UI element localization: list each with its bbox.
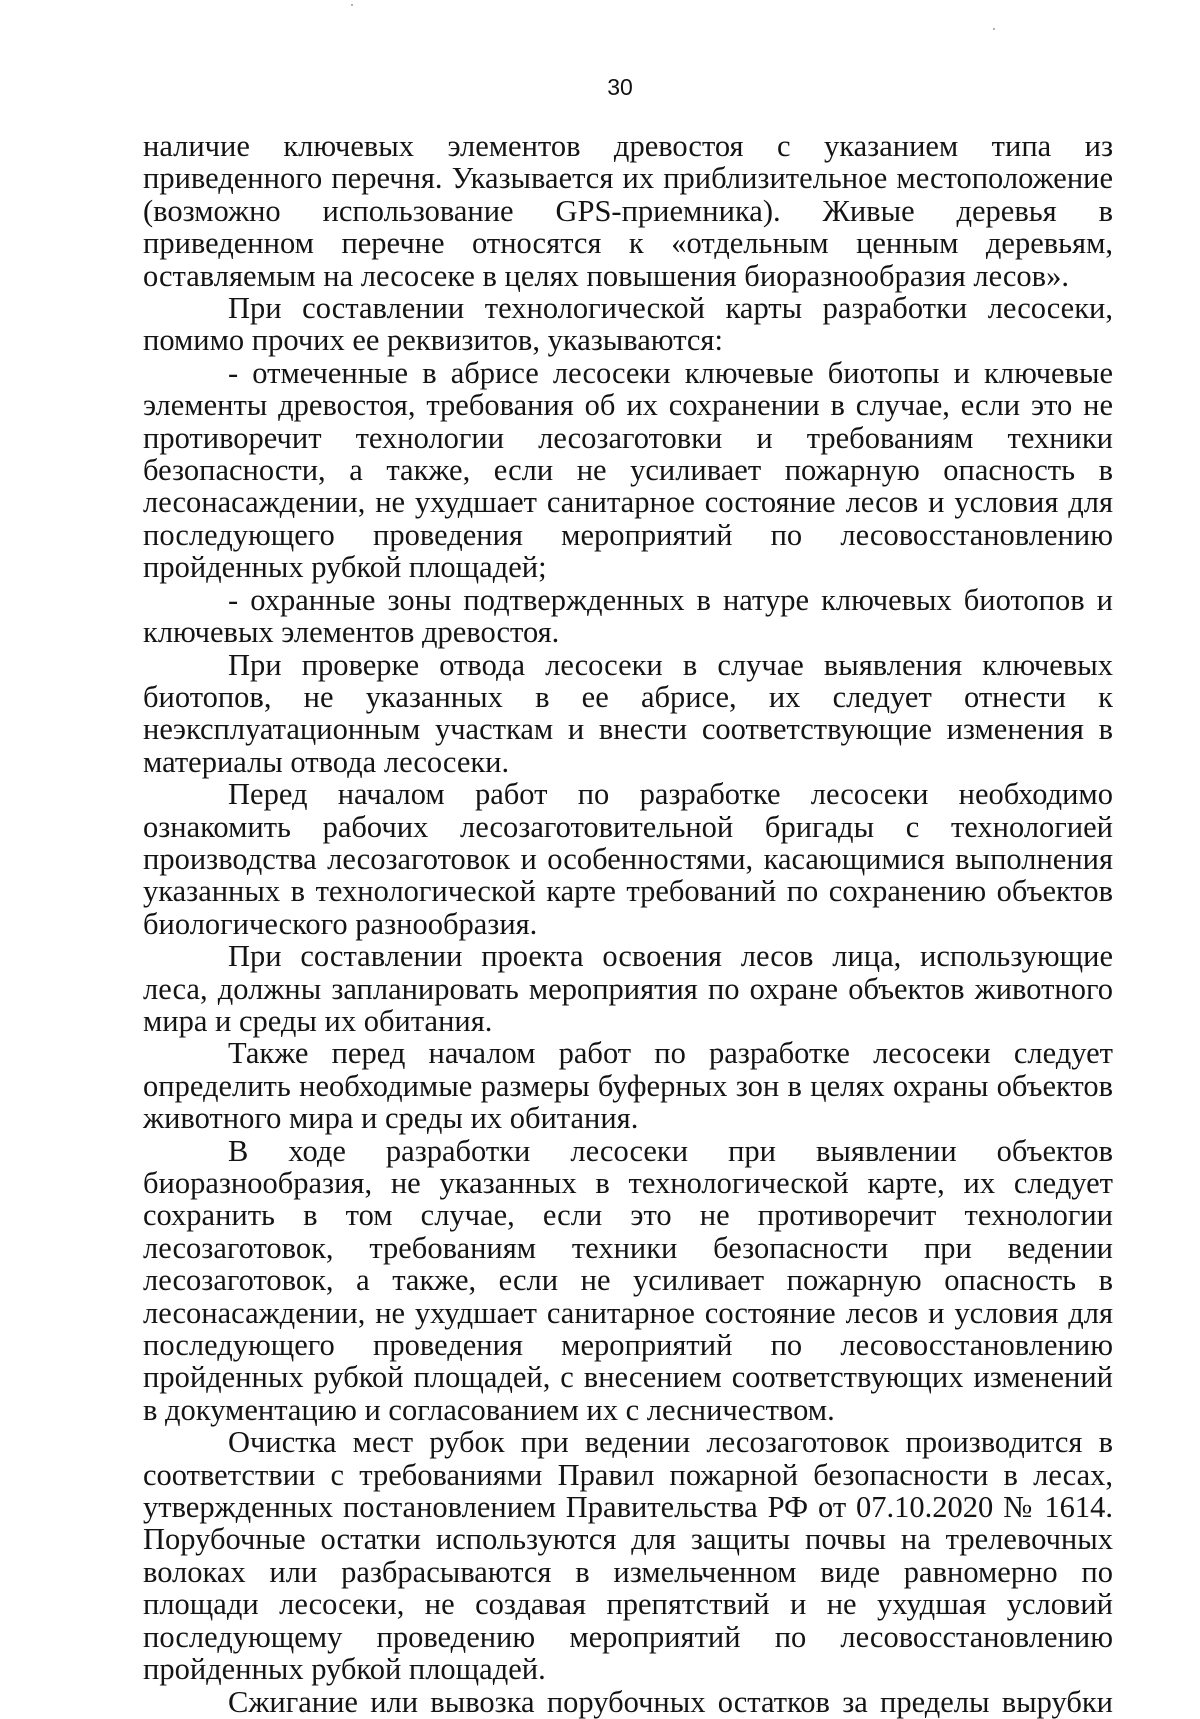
paragraph-site-clearing: Очистка мест рубок при ведении лесозаготовок производится в соответствии с требованиями Правил пожарной безопасности в лесах, утвержденных постановлением Правительства РФ от 07.10.2020 № 1614. Порубочные остатки используются для защиты почвы на трелевочных волоках или разбрасываются в измельченном виде равномерно по площади лесосеки, не создавая препятствий и не ухудшая условий последующему проведению мероприятий по лесовосстановлению пройденных рубкой площадей. (143, 1425, 1113, 1687)
paragraph-biodiversity-objects: В ходе разработки лесосеки при выявлении объектов биоразнообразия, не указанных в технологической карте, их следует сохранить в том случае, если это не противоречит технологии лесозаготовок, требованиям техники безопасности при ведении лесозаготовок, а также, если не усиливает пожарную опасность в лесонасаждении, не ухудшает санитарное состояние лесов и условия для последующего проведения мероприятий по лесовосстановлению пройденных рубкой площадей, с внесением соответствующих изменений в документацию и согласованием их с лесничеством. (143, 1133, 1113, 1427)
scan-speck (351, 4, 353, 6)
paragraph-tech-map: При составлении технологической карты разработки лесосеки, помимо прочих ее реквизитов, указываются: (143, 291, 1113, 358)
page-number: 30 (607, 74, 633, 100)
paragraph-buffer-zones: Также перед началом работ по разработке лесосеки следует определить необходимые размеры буферных зон в целях охраны объектов животного мира и среды их обитания. (143, 1036, 1113, 1136)
list-item-key-biotopes: - отмеченные в абрисе лесосеки ключевые биотопы и ключевые элементы древостоя, требования об их сохранении в случае, если это не противоречит технологии лесозаготовки и требованиям техники безопасности, а также, если не усиливает пожарную опасность в лесонасаждении, не ухудшает санитарное состояние лесов и условия для последующего проведения мероприятий по лесовосстановлению пройденных рубкой площадей; (143, 355, 1113, 585)
scan-speck (993, 28, 995, 30)
paragraph-allotment-check: При проверке отвода лесосеки в случае выявления ключевых биотопов, не указанных в ее абрисе, их следует отнести к неэксплуатационным участкам и внести соответствующие изменения в материалы отвода лесосеки. (143, 647, 1113, 779)
list-item-protection-zones: - охранные зоны подтвержденных в натуре ключевых биотопов и ключевых элементов древостоя. (143, 582, 1113, 650)
body-text (143, 130, 1113, 1718)
paragraph-key-elements: наличие ключевых элементов древостоя с указанием типа из приведенного перечня. Указывается их приблизительное местоположение (возможно использование GPS-приемника). Живые деревья в приведенном перечне относятся к «отдельным ценным деревьям, оставляемым на лесосеке в целях повышения биоразнообразия лесов». (143, 129, 1113, 293)
paragraph-worker-briefing: Перед началом работ по разработке лесосеки необходимо ознакомить рабочих лесозаготовительной бригады с технологией производства лесозаготовок и особенностями, касающимися выполнения указанных в технологической карте требований по сохранению объектов биологического разнообразия. (143, 777, 1113, 941)
paragraph-forest-project: При составлении проекта освоения лесов лица, использующие леса, должны запланировать мероприятия по охране объектов животного мира и среды их обитания. (143, 939, 1113, 1038)
paragraph-residue-burning: Сжигание или вывозка порубочных остатков за пределы вырубки (228, 1684, 1113, 1719)
